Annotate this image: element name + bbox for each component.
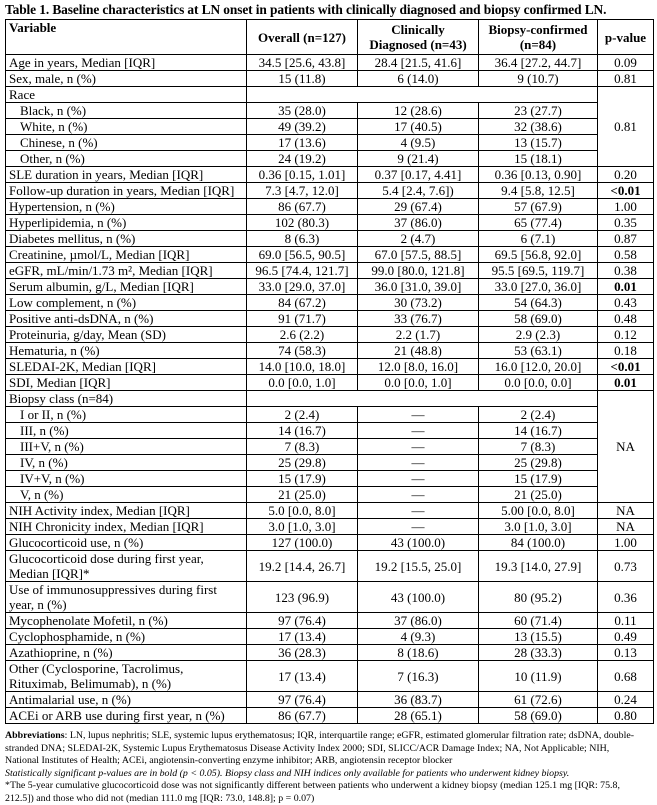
- header-clinical: Clinically Diagnosed (n=43): [358, 20, 479, 55]
- clinical-value: —: [358, 487, 479, 503]
- overall-value: 102 (80.3): [247, 215, 358, 231]
- overall-value: 86 (67.7): [247, 708, 358, 724]
- group-header-row: [6, 87, 654, 103]
- overall-value: 2.6 (2.2): [247, 327, 358, 343]
- clinical-value: 36 (83.7): [358, 692, 479, 708]
- p-value: 0.80: [598, 708, 654, 724]
- biopsy-value: 15 (17.9): [479, 471, 598, 487]
- table-row: [6, 71, 654, 87]
- overall-value: 25 (29.8): [247, 455, 358, 471]
- table-row: [6, 613, 654, 629]
- biopsy-value: 28 (33.3): [479, 645, 598, 661]
- overall-value: 21 (25.0): [247, 487, 358, 503]
- table-row: [6, 439, 654, 455]
- biopsy-value: 36.4 [27.2, 44.7]: [479, 55, 598, 71]
- significance-note: Statistically significant p-values are in bold (p < 0.05). Biopsy class and NIH indices only available for patients who underwent kidney biopsy.: [5, 767, 570, 779]
- row-label: eGFR, mL/min/1.73 m², Median [IQR]: [6, 263, 247, 279]
- group-empty-cell: [247, 87, 598, 103]
- row-label: IV, n (%): [6, 455, 247, 471]
- clinical-value: —: [358, 455, 479, 471]
- group-header-row: [6, 391, 654, 407]
- row-label: Antimalarial use, n (%): [6, 692, 247, 708]
- row-label: ACEi or ARB use during first year, n (%): [6, 708, 247, 724]
- p-value: 0.48: [598, 311, 654, 327]
- table-row: [6, 629, 654, 645]
- overall-value: 14.0 [10.0, 18.0]: [247, 359, 358, 375]
- p-value: 0.81: [598, 71, 654, 87]
- p-value: 0.81: [598, 87, 654, 167]
- overall-value: 17 (13.4): [247, 661, 358, 692]
- overall-value: 19.2 [14.4, 26.7]: [247, 551, 358, 582]
- row-label: III, n (%): [6, 423, 247, 439]
- row-label: Age in years, Median [IQR]: [6, 55, 247, 71]
- table-row: [6, 327, 654, 343]
- p-value: NA: [598, 503, 654, 519]
- table-row: [6, 455, 654, 471]
- overall-value: 14 (16.7): [247, 423, 358, 439]
- overall-value: 69.0 [56.5, 90.5]: [247, 247, 358, 263]
- table-row: [6, 343, 654, 359]
- row-label: White, n (%): [6, 119, 247, 135]
- row-label: Azathioprine, n (%): [6, 645, 247, 661]
- p-value: 0.18: [598, 343, 654, 359]
- table-row: [6, 295, 654, 311]
- header-biopsy: Biopsy-confirmed (n=84): [479, 20, 598, 55]
- overall-value: 17 (13.6): [247, 135, 358, 151]
- biopsy-value: 65 (77.4): [479, 215, 598, 231]
- clinical-value: 9 (21.4): [358, 151, 479, 167]
- overall-value: 123 (96.9): [247, 582, 358, 613]
- overall-value: 74 (58.3): [247, 343, 358, 359]
- clinical-value: 2 (4.7): [358, 231, 479, 247]
- biopsy-value: 5.00 [0.0, 8.0]: [479, 503, 598, 519]
- table-row: [6, 487, 654, 503]
- row-label: Black, n (%): [6, 103, 247, 119]
- biopsy-value: 21 (25.0): [479, 487, 598, 503]
- p-value: 0.36: [598, 582, 654, 613]
- row-label: Glucocorticoid dose during first year, Median [IQR]*: [6, 551, 247, 582]
- overall-value: 2 (2.4): [247, 407, 358, 423]
- row-label: Hematuria, n (%): [6, 343, 247, 359]
- overall-value: 15 (11.8): [247, 71, 358, 87]
- overall-value: 97 (76.4): [247, 613, 358, 629]
- biopsy-value: 19.3 [14.0, 27.9]: [479, 551, 598, 582]
- clinical-value: —: [358, 519, 479, 535]
- p-value: 0.01: [598, 279, 654, 295]
- row-label: Mycophenolate Mofetil, n (%): [6, 613, 247, 629]
- p-value: 0.24: [598, 692, 654, 708]
- table-title: Table 1. Baseline characteristics at LN onset in patients with clinically diagnosed and biopsy confirmed LN.: [5, 2, 607, 17]
- row-label: Low complement, n (%): [6, 295, 247, 311]
- row-label: Serum albumin, g/L, Median [IQR]: [6, 279, 247, 295]
- table-row: [6, 708, 654, 724]
- biopsy-value: 0.0 [0.0, 0.0]: [479, 375, 598, 391]
- header-p-value: p-value: [598, 20, 654, 55]
- p-value: 0.73: [598, 551, 654, 582]
- biopsy-value: 2 (2.4): [479, 407, 598, 423]
- p-value: 1.00: [598, 535, 654, 551]
- clinical-value: —: [358, 423, 479, 439]
- clinical-value: 12.0 [8.0, 16.0]: [358, 359, 479, 375]
- overall-value: 7.3 [4.7, 12.0]: [247, 183, 358, 199]
- p-value: 0.49: [598, 629, 654, 645]
- row-label: Use of immunosuppressives during first year, n (%): [6, 582, 247, 613]
- row-label: Follow-up duration in years, Median [IQR]: [6, 183, 247, 199]
- table-row: [6, 423, 654, 439]
- group-empty-cell: [247, 391, 598, 407]
- table-row: [6, 263, 654, 279]
- clinical-value: 8 (18.6): [358, 645, 479, 661]
- table-row: [6, 503, 654, 519]
- table-row: [6, 359, 654, 375]
- biopsy-value: 60 (71.4): [479, 613, 598, 629]
- clinical-value: 28.4 [21.5, 41.6]: [358, 55, 479, 71]
- p-value: 0.35: [598, 215, 654, 231]
- row-label: Other (Cyclosporine, Tacrolimus, Rituximab, Belimumab), n (%): [6, 661, 247, 692]
- biopsy-value: 84 (100.0): [479, 535, 598, 551]
- table-row: [6, 692, 654, 708]
- clinical-value: 99.0 [80.0, 121.8]: [358, 263, 479, 279]
- abbreviations-text: : LN, lupus nephritis; SLE, systemic lupus erythematosus; IQR, interquartile range; eGFR, estimated glomerular filtration rate; dsDNA, double-stranded DNA; SLEDAI-2K, Systemic Lupus Erythematosus Disease Activity Index 2000; SDI, SLICC/ACR Damage Index; NA, Not Applicable; NIH, National Institutes of Health; ACEi, angiotensin-converting enzyme inhibitor; ARB, angiotensin receptor blocker: [5, 730, 634, 766]
- clinical-value: 67.0 [57.5, 88.5]: [358, 247, 479, 263]
- p-value: 0.13: [598, 645, 654, 661]
- table-row: [6, 231, 654, 247]
- biopsy-value: 95.5 [69.5, 119.7]: [479, 263, 598, 279]
- clinical-value: 29 (67.4): [358, 199, 479, 215]
- table-row: [6, 519, 654, 535]
- biopsy-value: 0.36 [0.13, 0.90]: [479, 167, 598, 183]
- row-label: SLEDAI-2K, Median [IQR]: [6, 359, 247, 375]
- header-overall: Overall (n=127): [247, 20, 358, 55]
- row-label: Chinese, n (%): [6, 135, 247, 151]
- abbreviations: [5, 730, 645, 768]
- overall-value: 24 (19.2): [247, 151, 358, 167]
- biopsy-value: 53 (63.1): [479, 343, 598, 359]
- row-label: Sex, male, n (%): [6, 71, 247, 87]
- clinical-value: 7 (16.3): [358, 661, 479, 692]
- row-label: SLE duration in years, Median [IQR]: [6, 167, 247, 183]
- group-label: Race: [6, 87, 247, 103]
- table-row: [6, 471, 654, 487]
- biopsy-value: 13 (15.5): [479, 629, 598, 645]
- overall-value: 3.0 [1.0, 3.0]: [247, 519, 358, 535]
- clinical-value: 4 (9.5): [358, 135, 479, 151]
- overall-value: 8 (6.3): [247, 231, 358, 247]
- row-label: Hyperlipidemia, n (%): [6, 215, 247, 231]
- document: [5, 2, 653, 805]
- biopsy-value: 14 (16.7): [479, 423, 598, 439]
- biopsy-value: 3.0 [1.0, 3.0]: [479, 519, 598, 535]
- biopsy-value: 10 (11.9): [479, 661, 598, 692]
- overall-value: 91 (71.7): [247, 311, 358, 327]
- biopsy-value: 54 (64.3): [479, 295, 598, 311]
- clinical-value: 43 (100.0): [358, 582, 479, 613]
- clinical-value: —: [358, 471, 479, 487]
- table-row: [6, 199, 654, 215]
- clinical-value: 43 (100.0): [358, 535, 479, 551]
- row-label: Diabetes mellitus, n (%): [6, 231, 247, 247]
- biopsy-value: 7 (8.3): [479, 439, 598, 455]
- clinical-value: —: [358, 503, 479, 519]
- biopsy-value: 6 (7.1): [479, 231, 598, 247]
- clinical-value: 28 (65.1): [358, 708, 479, 724]
- clinical-value: 5.4 [2.4, 7.6]): [358, 183, 479, 199]
- p-value: 0.12: [598, 327, 654, 343]
- row-label: Glucocorticoid use, n (%): [6, 535, 247, 551]
- clinical-value: 2.2 (1.7): [358, 327, 479, 343]
- overall-value: 96.5 [74.4, 121.7]: [247, 263, 358, 279]
- p-value: NA: [598, 391, 654, 503]
- table-row: [6, 582, 654, 613]
- row-label: IV+V, n (%): [6, 471, 247, 487]
- row-label: NIH Chronicity index, Median [IQR]: [6, 519, 247, 535]
- p-value: NA: [598, 519, 654, 535]
- table-row: [6, 279, 654, 295]
- overall-value: 49 (39.2): [247, 119, 358, 135]
- clinical-value: 6 (14.0): [358, 71, 479, 87]
- table-notes: [5, 730, 645, 805]
- table-row: [6, 661, 654, 692]
- overall-value: 35 (28.0): [247, 103, 358, 119]
- clinical-value: 33 (76.7): [358, 311, 479, 327]
- table-row: [6, 407, 654, 423]
- p-value: 0.43: [598, 295, 654, 311]
- biopsy-value: 32 (38.6): [479, 119, 598, 135]
- header-variable: Variable: [6, 20, 247, 55]
- biopsy-value: 58 (69.0): [479, 311, 598, 327]
- biopsy-value: 58 (69.0): [479, 708, 598, 724]
- overall-value: 86 (67.7): [247, 199, 358, 215]
- row-label: SDI, Median [IQR]: [6, 375, 247, 391]
- biopsy-value: 15 (18.1): [479, 151, 598, 167]
- p-value: 0.09: [598, 55, 654, 71]
- clinical-value: 0.37 [0.17, 4.41]: [358, 167, 479, 183]
- row-label: I or II, n (%): [6, 407, 247, 423]
- p-value: 0.11: [598, 613, 654, 629]
- overall-value: 34.5 [25.6, 43.8]: [247, 55, 358, 71]
- p-value: 0.68: [598, 661, 654, 692]
- clinical-value: 4 (9.3): [358, 629, 479, 645]
- overall-value: 5.0 [0.0, 8.0]: [247, 503, 358, 519]
- p-value: 0.20: [598, 167, 654, 183]
- table-row: [6, 167, 654, 183]
- biopsy-value: 23 (27.7): [479, 103, 598, 119]
- row-label: NIH Activity index, Median [IQR]: [6, 503, 247, 519]
- clinical-value: 12 (28.6): [358, 103, 479, 119]
- row-label: Other, n (%): [6, 151, 247, 167]
- clinical-value: 19.2 [15.5, 25.0]: [358, 551, 479, 582]
- biopsy-value: 80 (95.2): [479, 582, 598, 613]
- row-label: Cyclophosphamide, n (%): [6, 629, 247, 645]
- table-row: [6, 247, 654, 263]
- table-row: [6, 119, 654, 135]
- table-row: [6, 645, 654, 661]
- clinical-value: 21 (48.8): [358, 343, 479, 359]
- biopsy-value: 13 (15.7): [479, 135, 598, 151]
- biopsy-value: 16.0 [12.0, 20.0]: [479, 359, 598, 375]
- asterisk-note: *The 5-year cumulative glucocorticoid dose was not significantly different between patients who underwent a kidney biopsy (median 125.1 mg [IQR: 75.8, 212.5]) and those who did not (median 111.0 mg [IQR: 73.0, 148.8]; p = 0.07): [5, 780, 620, 804]
- biopsy-value: 9.4 [5.8, 12.5]: [479, 183, 598, 199]
- header-row: [6, 20, 654, 55]
- p-value: 0.87: [598, 231, 654, 247]
- biopsy-value: 2.9 (2.3): [479, 327, 598, 343]
- overall-value: 36 (28.3): [247, 645, 358, 661]
- row-label: V, n (%): [6, 487, 247, 503]
- p-value: 1.00: [598, 199, 654, 215]
- overall-value: 84 (67.2): [247, 295, 358, 311]
- row-label: Proteinuria, g/day, Mean (SD): [6, 327, 247, 343]
- row-label: Creatinine, µmol/L, Median [IQR]: [6, 247, 247, 263]
- biopsy-value: 9 (10.7): [479, 71, 598, 87]
- biopsy-value: 33.0 [27.0, 36.0]: [479, 279, 598, 295]
- overall-value: 97 (76.4): [247, 692, 358, 708]
- overall-value: 33.0 [29.0, 37.0]: [247, 279, 358, 295]
- overall-value: 127 (100.0): [247, 535, 358, 551]
- p-value: 0.58: [598, 247, 654, 263]
- baseline-table: [5, 19, 654, 724]
- table-row: [6, 135, 654, 151]
- table-row: [6, 55, 654, 71]
- biopsy-value: 57 (67.9): [479, 199, 598, 215]
- clinical-value: 37 (86.0): [358, 215, 479, 231]
- clinical-value: —: [358, 439, 479, 455]
- overall-value: 0.0 [0.0, 1.0]: [247, 375, 358, 391]
- clinical-value: 30 (73.2): [358, 295, 479, 311]
- biopsy-value: 69.5 [56.8, 92.0]: [479, 247, 598, 263]
- biopsy-value: 25 (29.8): [479, 455, 598, 471]
- biopsy-value: 61 (72.6): [479, 692, 598, 708]
- table-row: [6, 151, 654, 167]
- p-value: <0.01: [598, 359, 654, 375]
- clinical-value: 0.0 [0.0, 1.0]: [358, 375, 479, 391]
- table-row: [6, 183, 654, 199]
- table-row: [6, 103, 654, 119]
- row-label: III+V, n (%): [6, 439, 247, 455]
- table-row: [6, 311, 654, 327]
- overall-value: 15 (17.9): [247, 471, 358, 487]
- abbreviations-label: Abbreviations: [5, 730, 65, 741]
- overall-value: 17 (13.4): [247, 629, 358, 645]
- overall-value: 7 (8.3): [247, 439, 358, 455]
- p-value: 0.01: [598, 375, 654, 391]
- clinical-value: 37 (86.0): [358, 613, 479, 629]
- row-label: Hypertension, n (%): [6, 199, 247, 215]
- row-label: Positive anti-dsDNA, n (%): [6, 311, 247, 327]
- table-row: [6, 535, 654, 551]
- p-value: 0.38: [598, 263, 654, 279]
- p-value: <0.01: [598, 183, 654, 199]
- group-label: Biopsy class (n=84): [6, 391, 247, 407]
- table-row: [6, 375, 654, 391]
- table-row: [6, 215, 654, 231]
- overall-value: 0.36 [0.15, 1.01]: [247, 167, 358, 183]
- clinical-value: —: [358, 407, 479, 423]
- table-row: [6, 551, 654, 582]
- clinical-value: 36.0 [31.0, 39.0]: [358, 279, 479, 295]
- clinical-value: 17 (40.5): [358, 119, 479, 135]
